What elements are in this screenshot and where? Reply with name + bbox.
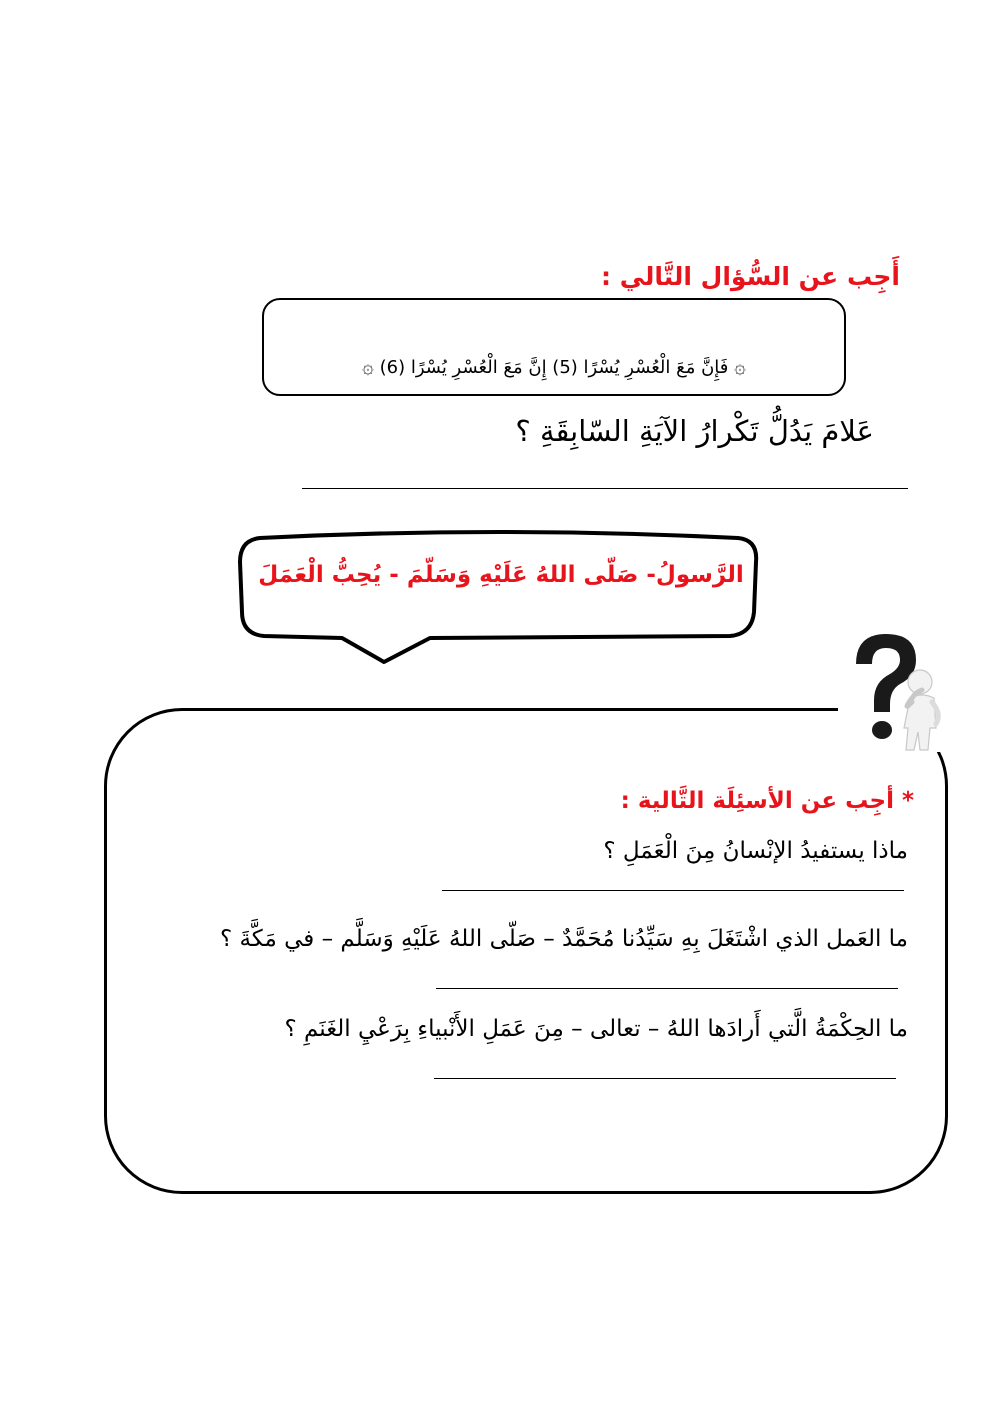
question-wisdom-of-shepherding: ما الحِكْمَةُ الَّتي أَرادَها اللهُ – تعالى – مِنَ عَمَلِ الأَنْبياءِ بِرَعْيِ الغَنَمِ ؟ [284,1016,908,1042]
verse-box [262,298,846,396]
section2-title: * أجِب عن الأسئِلَة التَّالية : [620,788,914,814]
verse-text: فَإِنَّ مَعَ الْعُسْرِ يُسْرًا (5) إِنَّ مَعَ الْعُسْرِ يُسْرًا (6) [379,357,729,378]
answer-line[interactable] [442,890,904,891]
verse-line [262,354,846,378]
verse-ornament-close-icon: ۞ [362,354,374,378]
answer-line[interactable] [436,988,898,989]
question-benefit-of-work: ماذا يستفيدُ الإنْسانُ مِنَ الْعَمَلِ ؟ [603,838,908,864]
thinking-figure-question-mark-icon [838,628,964,752]
verse-ornament-open-icon: ۞ [734,354,746,378]
section1-title: أَجِب عن السُّؤال التَّالي : [601,262,900,291]
answer-line[interactable] [302,488,908,489]
answer-line[interactable] [434,1078,896,1079]
banner-text: الرَّسولُ- صَلّى اللهُ عَلَيْهِ وَسَلّمَ - يُحِبُّ الْعَمَلَ [258,562,744,588]
question-prophet-work-in-mecca: ما العَمل الذي اشْتَغَلَ بِهِ سَيِّدُنا مُحَمَّدٌ – صَلّى اللهُ عَلَيْهِ وَسَلَّم – في مَكَّةَ ؟ [219,926,908,952]
question-verse-repetition: عَلامَ يَدُلُّ تَكْرارُ الآيَةِ السّابِقَةِ ؟ [515,414,874,448]
speech-bubble-banner [234,528,764,668]
